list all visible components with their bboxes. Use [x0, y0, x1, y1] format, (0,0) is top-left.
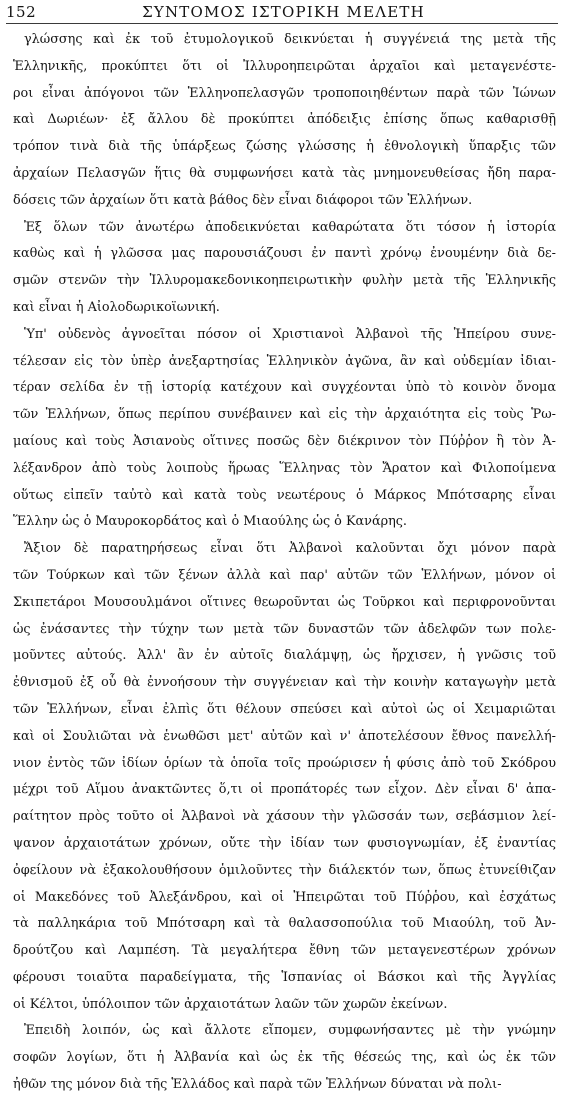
- text-line: ὡς ἐνάσαντες τὴν τύχην των μετὰ τῶν δυναστῶν τῶν ἀδελφῶν των πολε-: [13, 621, 556, 637]
- page-body-text: [13, 27, 556, 1099]
- text-line: δόσεις τῶν ἀρχαίων ὅτι κατὰ βάθος δὲν εἶναι διάφοροι τῶν Ἑλλήνων.: [13, 192, 473, 208]
- text-line: λέξανδρον ἀπὸ τοὺς λοιποὺς ἥρωας Ἕλληνας τὸν Ἄρατον καὶ Φιλοποίμενα: [13, 460, 556, 476]
- text-line: τῶν Τούρκων καὶ τῶν ξένων ἀλλὰ καὶ παρ' αὐτῶν τῶν Ἑλλήνων, μόνον οἱ: [13, 567, 556, 583]
- text-line: νιον ἐντὸς τῶν ἰδίων ὁρίων τὰ ὁποῖα τοῖς προώρισεν ἡ φύσις ἀπὸ τοῦ Σκόδρου: [13, 755, 556, 771]
- text-line: οἱ Μακεδόνες τοῦ Ἀλεξάνδρου, καὶ οἱ Ἠπειρῶται τοῦ Πύῤῥου, καὶ ἐσχάτως: [13, 889, 556, 905]
- text-line: ραίτητον πρὸς τοῦτο οἱ Ἀλβανοὶ νὰ χάσουν τὴν γλῶσσάν των, σεβάσμιον λεί-: [13, 809, 556, 825]
- text-line: τέλεσαν εἰς τὸν ὑπὲρ ἀνεξαρτησίας Ἑλληνικὸν ἀγῶνα, ἂν καὶ οὐδεμίαν ἰδιαι-: [13, 353, 556, 369]
- text-line: γλώσσης καὶ ἐκ τοῦ ἐτυμολογικοῦ δεικνύεται ἡ συγγένειά της μετὰ τῆς: [24, 32, 556, 47]
- text-line: δρούτζου καὶ Λαμπέση. Τὰ μεγαλήτερα ἔθνη τῶν μεταγενεστέρων χρόνων: [13, 943, 556, 959]
- text-line: τέραν σελίδα ἐν τῇ ἱστορίᾳ κατέχουν καὶ συγχέονται ὑπὸ τὸ κοινὸν ὄνομα: [13, 380, 556, 396]
- text-line: ροι εἶναι ἀπόγονοι τῶν Ἑλληνοπελασγῶν τροποποιηθέντων παρὰ τῶν Ἰώνων: [13, 85, 556, 101]
- paragraph: [13, 322, 556, 536]
- text-line: τὰ παλληκάρια τοῦ Μπότσαρη καὶ τὰ θαλασσοπούλια τοῦ Μιαούλη, τοῦ Ἀν-: [13, 916, 556, 932]
- paragraph: [13, 1018, 556, 1098]
- text-line: Ἐξ ὅλων τῶν ἀνωτέρω ἀποδεικνύεται καθαρώτατα ὅτι τόσον ἡ ἱστορία: [24, 219, 556, 235]
- text-line: οὕτως εἰπεῖν ταὐτὸ καὶ κατὰ τοὺς νεωτέρους ὁ Μάρκος Μπότσαρης εἶναι: [13, 487, 556, 503]
- text-line: καὶ εἶναι ἡ Αἰολοδωρικοϊωνική.: [13, 299, 220, 315]
- text-line: Ἑλληνικῆς, προκύπτει ὅτι οἱ Ἰλλυροηπειρῶται ἀρχαῖοι καὶ μεταγενέστε-: [13, 58, 556, 74]
- text-line: Σκιπετάροι Μουσουλμάνοι οἵτινες θεωροῦνται ὡς Τοῦρκοι καὶ περιφρονοῦνται: [13, 594, 556, 610]
- text-line: μαίους καὶ τοὺς Ἀσιανοὺς οἵτινες ποσῶς δὲν διέκρινον τὸν Πύῤῥον ἢ τὸν Ἀ-: [13, 433, 556, 449]
- text-line: καθὼς καὶ ἡ γλῶσσα μας παρουσιάζουσι ἐν παντὶ χρόνῳ ἐνουμένην διὰ δε-: [13, 246, 556, 262]
- text-line: ὀφείλουν νὰ ἐξακολουθήσουν ὁμιλοῦντες τὴν διάλεκτόν των, ὅπως ἐτυνείθιζαν: [13, 862, 556, 878]
- text-line: μοῦντες αὐτούς. Ἀλλ' ἂν ἐν αὐτοῖς διαλάμψῃ, ὡς ἤρχισεν, ἡ γνῶσις τοῦ: [13, 648, 556, 664]
- text-line: φέρουσι τοιαῦτα παραδείγματα, τῆς Ἱσπανίας οἱ Βάσκοι καὶ τῆς Ἀγγλίας: [13, 969, 556, 985]
- text-line: ἐθνισμοῦ ἐξ οὗ θὰ ἐννοήσουν τὴν συγγένειαν καὶ τὴν κοινὴν καταγωγὴν μετὰ: [13, 675, 556, 691]
- page-header: [0, 0, 567, 24]
- text-line: τῶν Ἑλλήνων, εἶναι ἐλπὶς ὅτι θέλουν σπεύσει καὶ αὐτοὶ ὡς οἱ Χειμαριῶται: [13, 701, 556, 717]
- text-line: τῶν Ἑλλήνων, ὅπως περίπου συνέβαινεν καὶ εἰς τὴν ἀρχαιότητα εἰς τοὺς Ῥω-: [13, 407, 556, 423]
- text-line: καὶ Δωριέων· ἐξ ἄλλου δὲ προκύπτει ἀπόδειξις ἐπίσης ὅπως καθαρισθῇ: [13, 112, 556, 128]
- text-line: Ἐπειδὴ λοιπόν, ὡς καὶ ἄλλοτε εἴπομεν, συμφωνήσαντες μὲ τὴν γνώμην: [24, 1023, 556, 1039]
- paragraph: [13, 27, 556, 215]
- running-title: ΣΥΝΤΟΜΟΣ ΙΣΤΟΡΙΚΗ ΜΕΛΕΤΗ: [142, 3, 425, 21]
- text-line: οἱ Κέλτοι, ὑπόλοιπον τῶν ἀρχαιοτάτων λαῶν τῶν χωρῶν ἐκείνων.: [13, 996, 448, 1012]
- text-line: ψανον ἀρχαιοτάτων χρόνων, οὔτε τὴν ἰδίαν των φυσιογνωμίαν, ἐξ ἐναντίας: [13, 835, 556, 851]
- paragraph: [13, 536, 556, 1018]
- paragraph: [13, 215, 556, 322]
- text-line: Ἄξιον δὲ παρατηρήσεως εἶναι ὅτι Ἀλβανοὶ καλοῦνται ὄχι μόνον παρὰ: [24, 541, 556, 557]
- text-line: Ὑπ' οὐδενὸς ἀγνοεῖται πόσον οἱ Χριστιανοὶ Ἀλβανοὶ τῆς Ἠπείρου συνε-: [24, 326, 556, 342]
- text-line: μέχρι τοῦ Αἵμου ἀνακτῶντες ὅ,τι οἱ προπάτορές των εἶχον. Δὲν εἶναι δ' ἀπα-: [13, 782, 556, 798]
- page-number: 152: [6, 3, 37, 21]
- text-line: Ἕλλην ὡς ὁ Μαυροκορδάτος καὶ ὁ Μιαούλης ὡς ὁ Κανάρης.: [13, 514, 408, 530]
- text-line: τρόπον τινὰ διὰ τῆς ὑπάρξεως ζώσης γλώσσης ἡ ἐθνολογικὴ ὕπαρξις τῶν: [13, 139, 556, 155]
- text-line: σοφῶν λογίων, ὅτι ἡ Ἀλβανία καὶ ὡς ἐκ τῆς θέσεώς της, καὶ ὡς ἐκ τῶν: [13, 1050, 556, 1066]
- text-line: ἠθῶν της μόνον διὰ τῆς Ἑλλάδος καὶ παρὰ τῶν Ἑλλήνων δύναται νὰ πολι-: [13, 1077, 502, 1093]
- text-line: ἀρχαίων Πελασγῶν ἥτις θὰ συμφωνήσει κατὰ τὰς μνημονευθείσας ἤδη παρα-: [13, 165, 556, 181]
- header-rule: [6, 23, 558, 24]
- text-line: καὶ οἱ Σουλιῶται νὰ ἑνωθῶσι μετ' αὐτῶν καὶ ν' ἀποτελέσουν ἔθνος πανελλή-: [13, 728, 556, 744]
- text-line: σμῶν στενῶν τὴν Ἰλλυρομακεδονικοηπειρωτικὴν φυλὴν μετὰ τῆς Ἑλληνικῆς: [13, 273, 556, 289]
